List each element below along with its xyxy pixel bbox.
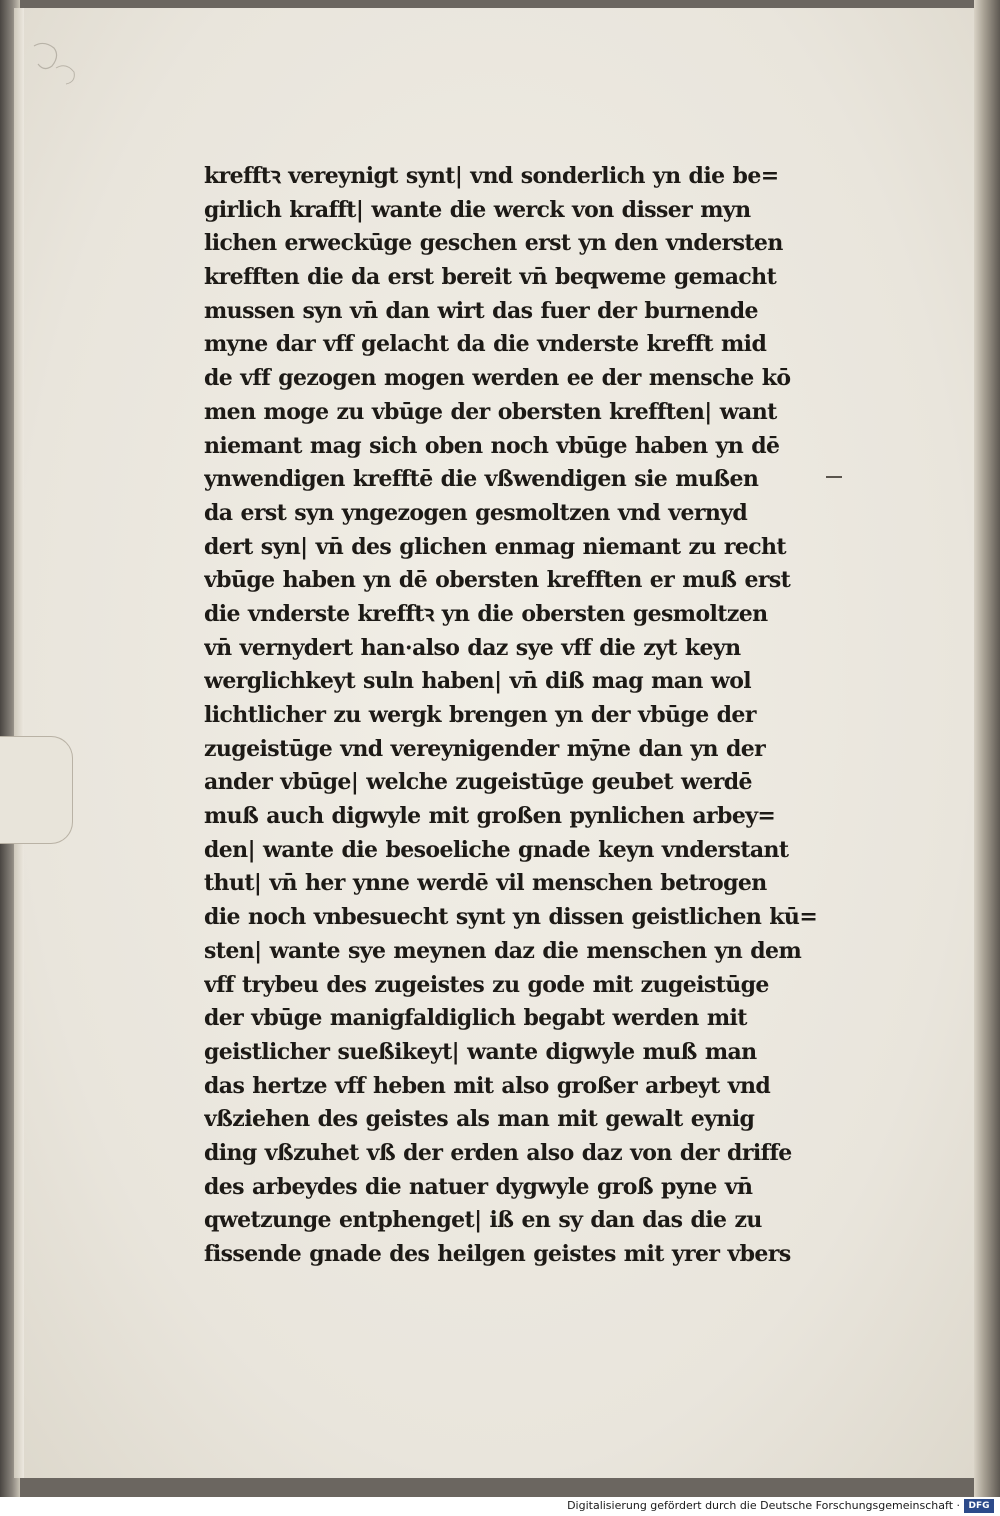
text-line: krefftꝛ vereynigt synt| vnd sonderlich yn die be= [204, 163, 779, 189]
text-line: ynwendigen krefftē die vßwendigen sie mußen [204, 466, 759, 493]
page-tab-mark [0, 736, 73, 844]
text-line: ding vßzuhet vß der erden also daz von der driffe [204, 1139, 792, 1166]
text-line: das hertze vff heben mit also großer arbeyt vnd [204, 1072, 771, 1099]
text-line: qwetzunge entphenget| iß en sy dan das die zu [204, 1207, 762, 1234]
text-line: de vff gezogen mogen werden ee der mensche kō [204, 365, 791, 392]
footer-bar [0, 1497, 1000, 1516]
corner-stamp-icon [30, 38, 82, 90]
text-line: lichen erweckūge geschen erst yn den vndersten [204, 230, 783, 257]
text-line: vn̄ vernydert han·also daz sye vff die zyt keyn [204, 634, 741, 661]
text-line: men moge zu vbūge der obersten krefften| want [204, 398, 777, 425]
text-line: muß auch digwyle mit großen pynlichen arbey= [204, 803, 776, 830]
text-line: zugeistūge vnd vereynigender mȳne dan yn der [204, 735, 766, 762]
text-line: dert syn| vn̄ des glichen enmag niemant zu recht [204, 533, 786, 560]
text-line: werglichkeyt suln haben| vn̄ diß mag man wol [204, 668, 752, 695]
text-line: geistlicher sueßikeyt| wante digwyle muß man [204, 1038, 757, 1065]
text-line: da erst syn yngezogen gesmoltzen vnd vernyd [204, 499, 748, 526]
text-line: mussen syn vn̄ dan wirt das fuer der burnende [204, 297, 758, 324]
text-line: vßziehen des geistes als man mit gewalt eynig [204, 1106, 755, 1133]
text-line: krefften die da erst bereit vn̄ beqweme gemacht [204, 264, 777, 291]
text-line: die vnderste krefftꝛ yn die obersten gesmoltzen [204, 600, 768, 627]
text-line: fissende gnade des heilgen geistes mit yrer vbers [204, 1241, 791, 1267]
funding-credit: Digitalisierung gefördert durch die Deutsche Forschungsgemeinschaft · [567, 1499, 960, 1512]
text-line: der vbūge manigfaldiglich begabt werden mit [204, 1005, 747, 1032]
text-line: vbūge haben yn dē obersten krefften er muß erst [204, 567, 791, 594]
text-line: sten| wante sye meynen daz die menschen yn dem [204, 937, 802, 964]
text-line: vff trybeu des zugeistes zu gode mit zugeistūge [204, 971, 769, 998]
text-block [204, 160, 828, 1272]
dfg-logo-icon[interactable]: DFG [964, 1499, 994, 1513]
text-line: girlich krafft| wante die werck von disser myn [204, 196, 751, 223]
text-line: myne dar vff gelacht da die vnderste krefft mid [204, 331, 767, 358]
text-line: ander vbūge| welche zugeistūge geubet werdē [204, 769, 752, 796]
text-line: die noch vnbesuecht synt yn dissen geistlichen kū= [204, 904, 818, 931]
text-line: niemant mag sich oben noch vbūge haben yn dē [204, 432, 780, 459]
text-line: des arbeydes die natuer dygwyle groß pyne vn̄ [204, 1173, 753, 1200]
margin-mark [826, 476, 842, 478]
text-line: lichtlicher zu wergk brengen yn der vbūge der [204, 702, 756, 728]
text-line: thut| vn̄ her ynne werdē vil menschen betrogen [204, 870, 767, 897]
text-line: den| wante die besoeliche gnade keyn vnderstant [204, 836, 789, 863]
page-stack-edge [974, 0, 1000, 1497]
